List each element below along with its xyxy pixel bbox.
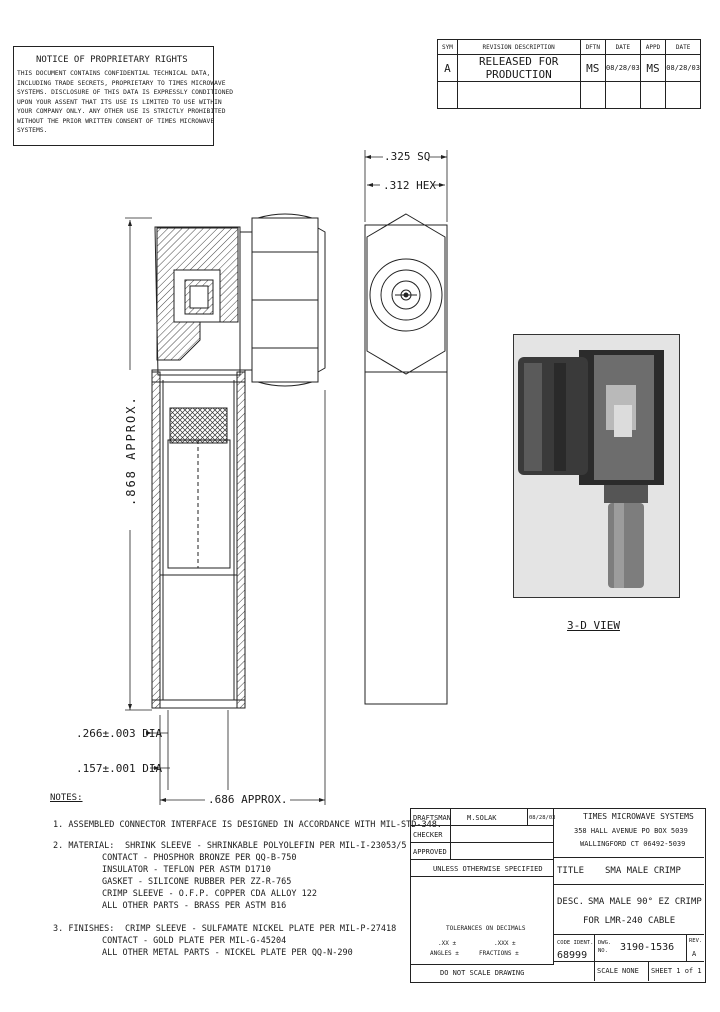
rev-header-desc: REVISION DESCRIPTION <box>457 40 580 55</box>
approved-label: APPROVED <box>413 848 447 856</box>
rev-header-appd: APPD <box>640 40 666 55</box>
dim-square: .325 SQ <box>384 150 431 163</box>
dim-length: .868 APPROX. <box>124 395 138 506</box>
draftsman-date: 08/28/03 <box>529 815 556 821</box>
notice-line: SYSTEMS. <box>17 127 48 134</box>
note-2-lead: 2. MATERIAL: <box>53 841 115 851</box>
note-3-item: CONTACT - GOLD PLATE PER MIL-G-45204 <box>102 936 287 946</box>
rev-label: REV. <box>689 938 703 944</box>
rev-header-dftn: DFTN <box>580 40 606 55</box>
rev-date2: 08/28/03 <box>666 55 701 82</box>
dim-width: .686 APPROX. <box>208 793 288 806</box>
drawing-title: SMA MALE CRIMP <box>605 866 681 876</box>
do-not-scale: DO NOT SCALE DRAWING <box>440 969 525 977</box>
draftsman-name: M.SOLAK <box>467 814 497 822</box>
notice-line: YOUR COMPANY ONLY. ANY OTHER USE IS STRICTLY PROHIBITED <box>17 108 226 115</box>
scale-value: NONE <box>622 967 639 975</box>
rev-desc: RELEASED FOR PRODUCTION <box>457 55 580 82</box>
notice-title: NOTICE OF PROPRIETARY RIGHTS <box>36 55 188 65</box>
desc-line-2: FOR LMR-240 CABLE <box>583 916 676 926</box>
rev-date: 08/28/03 <box>606 55 641 82</box>
code-ident: 68999 <box>557 950 588 961</box>
company-name: TIMES MICROWAVE SYSTEMS <box>583 812 694 821</box>
notice-line: INCLUDING TRADE SECRETS, PROPRIETARY TO TIMES MICROWAVE <box>17 79 226 87</box>
tolerances-heading: TOLERANCES ON DECIMALS <box>446 925 526 932</box>
company-address-2: WALLINGFORD CT 06492-5039 <box>580 840 686 848</box>
tol-xxx: .XXX ± <box>494 940 516 947</box>
rev-header-date2: DATE <box>666 40 701 55</box>
dwg-no: 3190-1536 <box>620 942 675 953</box>
note-2-item: CONTACT - PHOSPHOR BRONZE PER QQ-B-750 <box>102 853 297 863</box>
note-3-lead: 3. FINISHES: <box>53 924 115 934</box>
notice-line: UPON YOUR ASSENT THAT ITS USE IS LIMITED TO USE WITHIN <box>17 98 222 106</box>
dwg-no-label: DWG. NO. <box>598 940 612 954</box>
side-view <box>152 214 325 708</box>
desc-line-1: SMA MALE 90° EZ CRIMP <box>588 897 702 907</box>
rev-value: A <box>692 950 697 958</box>
note-2-item: ALL OTHER PARTS - BRASS PER ASTM B16 <box>102 901 287 911</box>
note-2-item: SHRINK SLEEVE - SHRINKABLE POLYOLEFIN PER MIL-I-23053/5 <box>125 841 407 851</box>
note-1: 1. ASSEMBLED CONNECTOR INTERFACE IS DESIGNED IN ACCORDANCE WITH MIL-STD-348. <box>53 820 442 830</box>
notice-line: WITHOUT THE PRIOR WRITTEN CONSENT OF TIMES MICROWAVE <box>17 117 215 125</box>
rev-header-date: DATE <box>606 40 641 55</box>
dim-dia-outer: .266±.003 DIA <box>76 727 163 740</box>
note-2-item: CRIMP SLEEVE - O.F.P. COPPER CDA ALLOY 122 <box>102 889 317 899</box>
checker-label: CHECKER <box>413 831 443 839</box>
note-2-item: GASKET - SILICONE RUBBER PER ZZ-R-765 <box>102 877 292 887</box>
scale-label: SCALE <box>597 967 619 975</box>
tol-fractions: FRACTIONS ± <box>479 950 519 957</box>
rev-appd: MS <box>640 55 666 82</box>
title-label: TITLE <box>557 866 585 876</box>
tol-angles: ANGLES ± <box>430 950 459 957</box>
company-address-1: 358 HALL AVENUE PO BOX 5039 <box>574 827 688 835</box>
dim-hex: .312 HEX <box>383 179 436 192</box>
sheet-number: SHEET 1 of 1 <box>651 967 702 975</box>
rev-sym: A <box>438 55 458 82</box>
3d-view-image <box>513 334 680 598</box>
notes-heading: NOTES: <box>50 793 83 803</box>
rev-dftn: MS <box>580 55 606 82</box>
note-3-item: ALL OTHER METAL PARTS - NICKEL PLATE PER QQ-N-290 <box>102 948 353 958</box>
note-2-item: INSULATOR - TEFLON PER ASTM D1710 <box>102 865 271 875</box>
tol-xx: .XX ± <box>438 940 457 947</box>
unless-specified: UNLESS OTHERWISE SPECIFIED <box>433 865 543 873</box>
desc-label: DESC. <box>557 897 585 907</box>
notice-line: THIS DOCUMENT CONTAINS CONFIDENTIAL TECHNICAL DATA, <box>17 70 211 77</box>
end-view-sleeve <box>365 372 447 704</box>
end-view <box>365 214 447 704</box>
3d-view-label: 3-D VIEW <box>567 619 620 632</box>
note-3-item: CRIMP SLEEVE - SULFAMATE NICKEL PLATE PER MIL-P-27418 <box>125 924 397 934</box>
draftsman-label: DRAFTSMAN <box>413 814 451 822</box>
notice-line: SYSTEMS. DISCLOSURE OF THIS DATA IS EXPRESSLY CONDITIONED <box>17 89 234 96</box>
dim-dia-inner: .157±.001 DIA <box>76 762 163 775</box>
code-ident-label: CODE IDENT. <box>557 940 594 946</box>
rev-header-sym: SYM <box>438 40 458 55</box>
braid-mesh <box>170 408 227 443</box>
end-view-square <box>365 225 447 372</box>
